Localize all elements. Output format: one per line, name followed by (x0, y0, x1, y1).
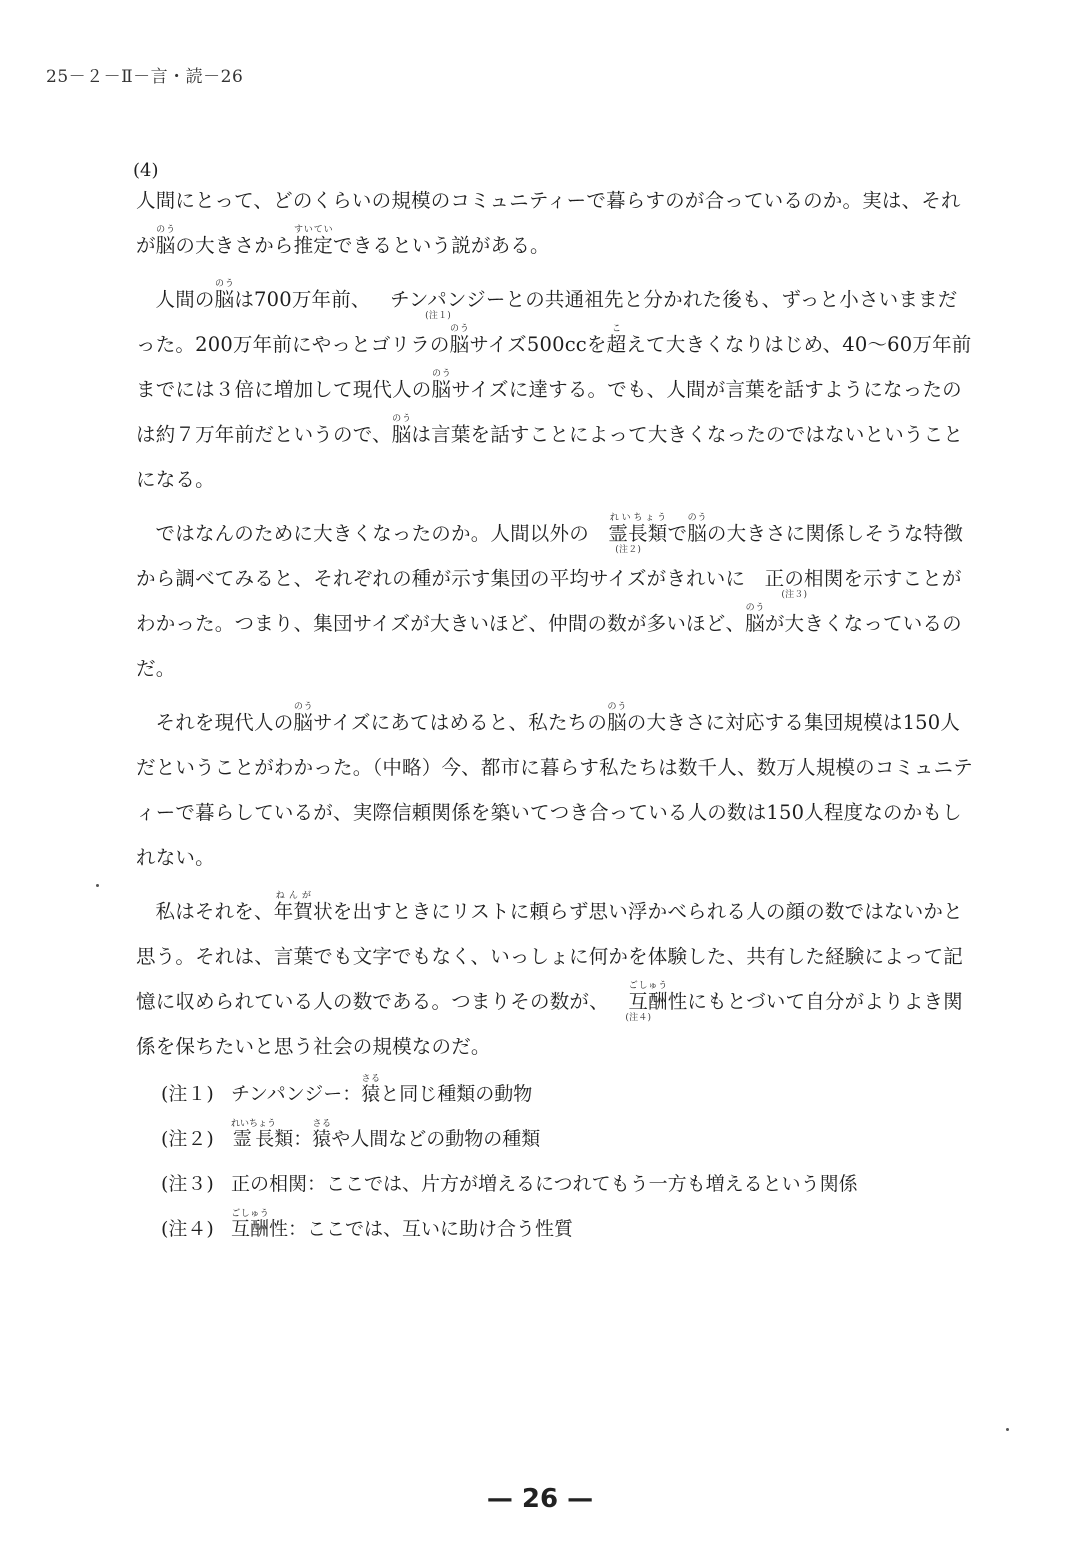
ruby-suitei: 推定すいてい (293, 225, 334, 257)
note-marker-4: (注４) (625, 1013, 652, 1023)
page-number: — 26 — (486, 1484, 594, 1514)
scan-speck (1006, 1428, 1009, 1431)
ruby-nenga: 年賀ねんが (273, 891, 314, 923)
footnote-text: 霊長れいちょう類：猿さるや人間などの動物の種類 (231, 1119, 541, 1150)
ruby-goshuu: 互酬ごしゅう (628, 981, 668, 1013)
ruby-nou: 脳のう (449, 324, 470, 356)
note-ref-2 (589, 511, 668, 556)
scan-speck (96, 884, 99, 887)
footnotes (161, 1072, 981, 1252)
footnote-text: 正の相関：ここでは、片方が増えるにつれてもう一方も増えるという関係 (231, 1173, 858, 1195)
ruby-nou: 脳のう (607, 702, 627, 734)
ruby-nou: 脳のう (293, 702, 314, 734)
footnote-text: 互酬ごしゅう性：ここでは、互いに助け合う性質 (231, 1209, 574, 1240)
ruby-nou: 脳のう (155, 225, 176, 257)
note-marker-3: (注３) (781, 590, 808, 600)
paragraph-2: 人間の脳のうは700万年前、 チンパンジー (注１) との共通祖先と分かれた後も、ずっと小さいままだった。200万年前にやっとゴリラの脳のうサイズ500ccを超こえて大きくなりはじめ、40～60万年前までには３倍に増加して現代人の脳のうサイズに達する。でも、人間が言葉を話すようになったのは約７万年前だというので、脳のうは言葉を話すことによって大きくなったのではないということになる。 (136, 279, 972, 491)
footnote-1: (注１) チンパンジー：猿さると同じ種類の動物 (161, 1072, 981, 1117)
note-ref-3: 正の相関 (注３) (764, 567, 844, 600)
note-ref-4 (609, 979, 668, 1024)
footnote-2: (注２) 霊長れいちょう類：猿さるや人間などの動物の種類 (161, 1117, 981, 1162)
footnote-text: チンパンジー：猿さると同じ種類の動物 (231, 1074, 533, 1105)
note-marker-1: (注１) (425, 311, 451, 321)
paragraph-4: それを現代人の脳のうサイズにあてはめると、私たちの脳のうの大きさに対応する集団規模は150人だということがわかった。（中略）今、都市に暮らす私たちは数千人、数万人規模のコミュニティーで暮らしているが、実際信頼関係を築いてつき合っている人の数は150人程度なのかもしれない。 (136, 702, 973, 869)
passage (136, 178, 976, 1069)
page-header-code: 25－２－Ⅱ－言・読－26 (46, 67, 244, 87)
ruby-nou: 脳のう (431, 369, 452, 401)
paragraph-3: ではなんのために大きくなったのか。人間以外の 霊長類れいちょう (注２) で脳のうの大きさに関係しそうな特徴から調べてみると、それぞれの種が示す集団の平均サイズがきれいに 正の相関 (注３) を示すことがわかった。つまり、集団サイズが大きいほど、仲間の数が多いほど、脳のうが大きくなっているのだ。 (136, 513, 964, 680)
note-marker-2: (注２) (615, 545, 642, 555)
ruby-nou: 脳のう (214, 279, 235, 311)
paragraph-5: 私はそれを、年賀ねんが状を出すときにリストに頼らず思い浮かべられる人の顔の数ではないかと思う。それは、言葉でも文字でもなく、いっしょに何かを体験した、共有した経験によって記憶に収められている人の数である。つまりその数が、 互酬ごしゅう (注４) 性にもとづいて自分がよりよき関係を保ちたいと思う社会の規模なのだ。 (136, 891, 964, 1058)
ruby-ko: 超こ (606, 324, 627, 356)
ruby-nou: 脳のう (391, 414, 412, 446)
footnote-3: (注３) 正の相関：ここでは、片方が増えるにつれてもう一方も増えるという関係 (161, 1162, 981, 1207)
paragraph-1: 人間にとって、どのくらいの規模のコミュニティーで暮らすのが合っているのか。実は、それが脳のうの大きさから推定すいていできるという説がある。 (136, 189, 961, 257)
note-ref-1: チンパンジー (注１) (390, 288, 506, 321)
section-label: (4) (133, 160, 159, 181)
ruby-nou: 脳のう (687, 513, 707, 545)
ruby-reichou: 霊長類れいちょう (608, 513, 668, 545)
ruby-nou: 脳のう (745, 603, 765, 635)
footnote-4: (注４) 互酬ごしゅう性：ここでは、互いに助け合う性質 (161, 1207, 981, 1252)
